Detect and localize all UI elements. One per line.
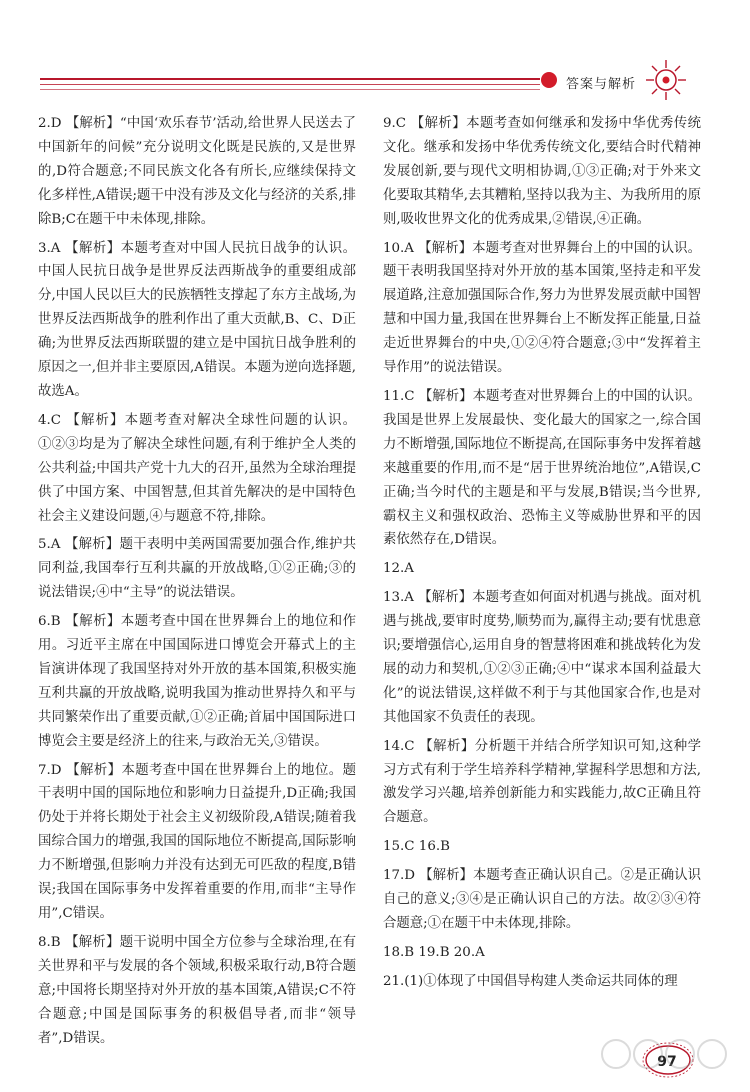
answer-item: 12.A [383, 561, 414, 577]
answer-item: 17.D 【解析】本题考查正确认识自己。②是正确认识自己的意义;③④是正确认识自己的方法。故②③④符合题意;①在题干中未体现,排除。 [383, 868, 701, 931]
answer-item: 5.A 【解析】题干表明中美两国需要加强合作,维护共同利益,我国奉行互利共赢的开放战略,①②正确;③的说法错误;④中“主导”的说法错误。 [38, 537, 356, 601]
answer-item: 10.A 【解析】本题考查对世界舞台上的中国的认识。题干表明我国坚持对外开放的基本国策,坚持走和平发展道路,注意加强国际合作,努力为世界发展贡献中国智慧和中国力量,我国在世界舞台上不断发挥正能量,日益走近世界舞台的中央,①②④符合题意;③中“发挥着主导作用”的说法错误。 [383, 240, 701, 376]
answer-item: 7.D 【解析】本题考查中国在世界舞台上的地位。题干表明中国的国际地位和影响力日益提升,D正确;我国仍处于并将长期处于社会主义初级阶段,A错误;随着我国综合国力的增强,我国的国际地位不断提高,国际影响力不断增强,但影响力并没有达到无可匹敌的程度,B错误;我国在国际事务中发挥着重要的作用,而非“主导作用”,C错误。 [38, 762, 356, 921]
page-header [0, 0, 750, 110]
answer-item: 2.D 【解析】“中国‘欢乐春节’活动,给世界人民送去了中国新年的问候”充分说明文化既是民族的,又是世界的,D符合题意;不同民族文化各有所长,应继续保持文化多样性,A错误;题干中没有涉及文化与经济的关系,排除B;C在题干中未体现,排除。 [38, 116, 356, 227]
answer-item: 4.C 【解析】本题考查对解决全球性问题的认识。①②③均是为了解决全球性问题,有利于维护全人类的公共利益;中国共产党十九大的召开,虽然为全球治理提供了中国方案、中国智慧,但其首先解决的是中国特色社会主义建设问题,④与题意不符,排除。 [38, 412, 356, 524]
left-answer-column [38, 112, 356, 1055]
answer-item: 21.(1)①体现了中国倡导构建人类命运共同体的理 [383, 973, 678, 989]
answer-item: 9.C 【解析】本题考查如何继承和发扬中华优秀传统文化。继承和发扬中华优秀传统文化,要结合时代精神发展创新,要与现代文明相协调,①③正确;对于外来文化要取其精华,去其糟粕,坚持以我为主、为我所用的原则,吸收世界文化的优秀成果,②错误,④正确。 [383, 116, 701, 227]
answer-item: 13.A 【解析】本题考查如何面对机遇与挑战。面对机遇与挑战,要审时度势,顺势而为,赢得主动;要有忧患意识;要增强信心,运用自身的智慧将困难和挑战转化为发展的动力和契机,①②③正确;④中“谋求本国利益最大化”的说法错误,这样做不利于与其他国家合作,也是对其他国家不负责任的表现。 [383, 590, 701, 725]
answer-item: 6.B 【解析】本题考查中国在世界舞台上的地位和作用。习近平主席在中国国际进口博览会开幕式上的主旨演讲体现了我国坚持对外开放的基本国策,积极实施互利共赢的开放战略,说明我国为推动世界持久和平与共同繁荣作出了重要贡献,①②正确;首届中国国际进口博览会主要是经济上的往来,与政治无关,③错误。 [38, 614, 356, 749]
flower-emblem-icon [642, 56, 690, 104]
answer-item: 14.C 【解析】分析题干并结合所学知识可知,这种学习方式有利于学生培养科学精神,掌握科学思想和方法,激发学习兴趣,培养创新能力和实践能力,故C正确且符合题意。 [383, 738, 701, 826]
answer-item: 8.B 【解析】题干说明中国全方位参与全球治理,在有关世界和平与发展的各个领域,积极采取行动,B符合题意;中国将长期坚持对外开放的基本国策,A错误;C不符合题意;中国是国际事务的积极倡导者,而非“领导者”,D错误。 [38, 934, 356, 1046]
header-title: 答案与解析 [566, 77, 637, 92]
answer-item: 15.C 16.B [383, 839, 450, 855]
right-answer-column [383, 112, 701, 999]
header-rule [40, 84, 540, 85]
header-rule [40, 89, 540, 90]
answer-item: 3.A 【解析】本题考查对中国人民抗日战争的认识。中国人民抗日战争是世界反法西斯战争的重要组成部分,中国人民以巨大的民族牺牲支撑起了东方主战场,为世界反法西斯战争的胜利作出了重大贡献,B、C、D正确;为世界反法西斯联盟的建立是中国抗日战争胜利的原因之一,但并非主要原因,A错误。本题为逆向选择题,故选A。 [38, 240, 356, 399]
header-dot-icon [541, 72, 557, 88]
page-number: 97 [657, 1054, 677, 1070]
answer-item: 11.C 【解析】本题考查对世界舞台上的中国的认识。我国是世界上发展最快、变化最大的国家之一,综合国力不断增强,国际地位不断提高,在国际事务中发挥着越来越重要的作用,而不是“居于世界统治地位”,A错误,C正确;当今时代的主题是和平与发展,B错误;当今世界,霸权主义和强权政治、恐怖主义等威胁世界和平的因素依然存在,D错误。 [383, 388, 701, 548]
header-rule [40, 78, 540, 80]
answer-item: 18.B 19.B 20.A [383, 944, 485, 960]
watermark-logo-icon [596, 1026, 746, 1086]
